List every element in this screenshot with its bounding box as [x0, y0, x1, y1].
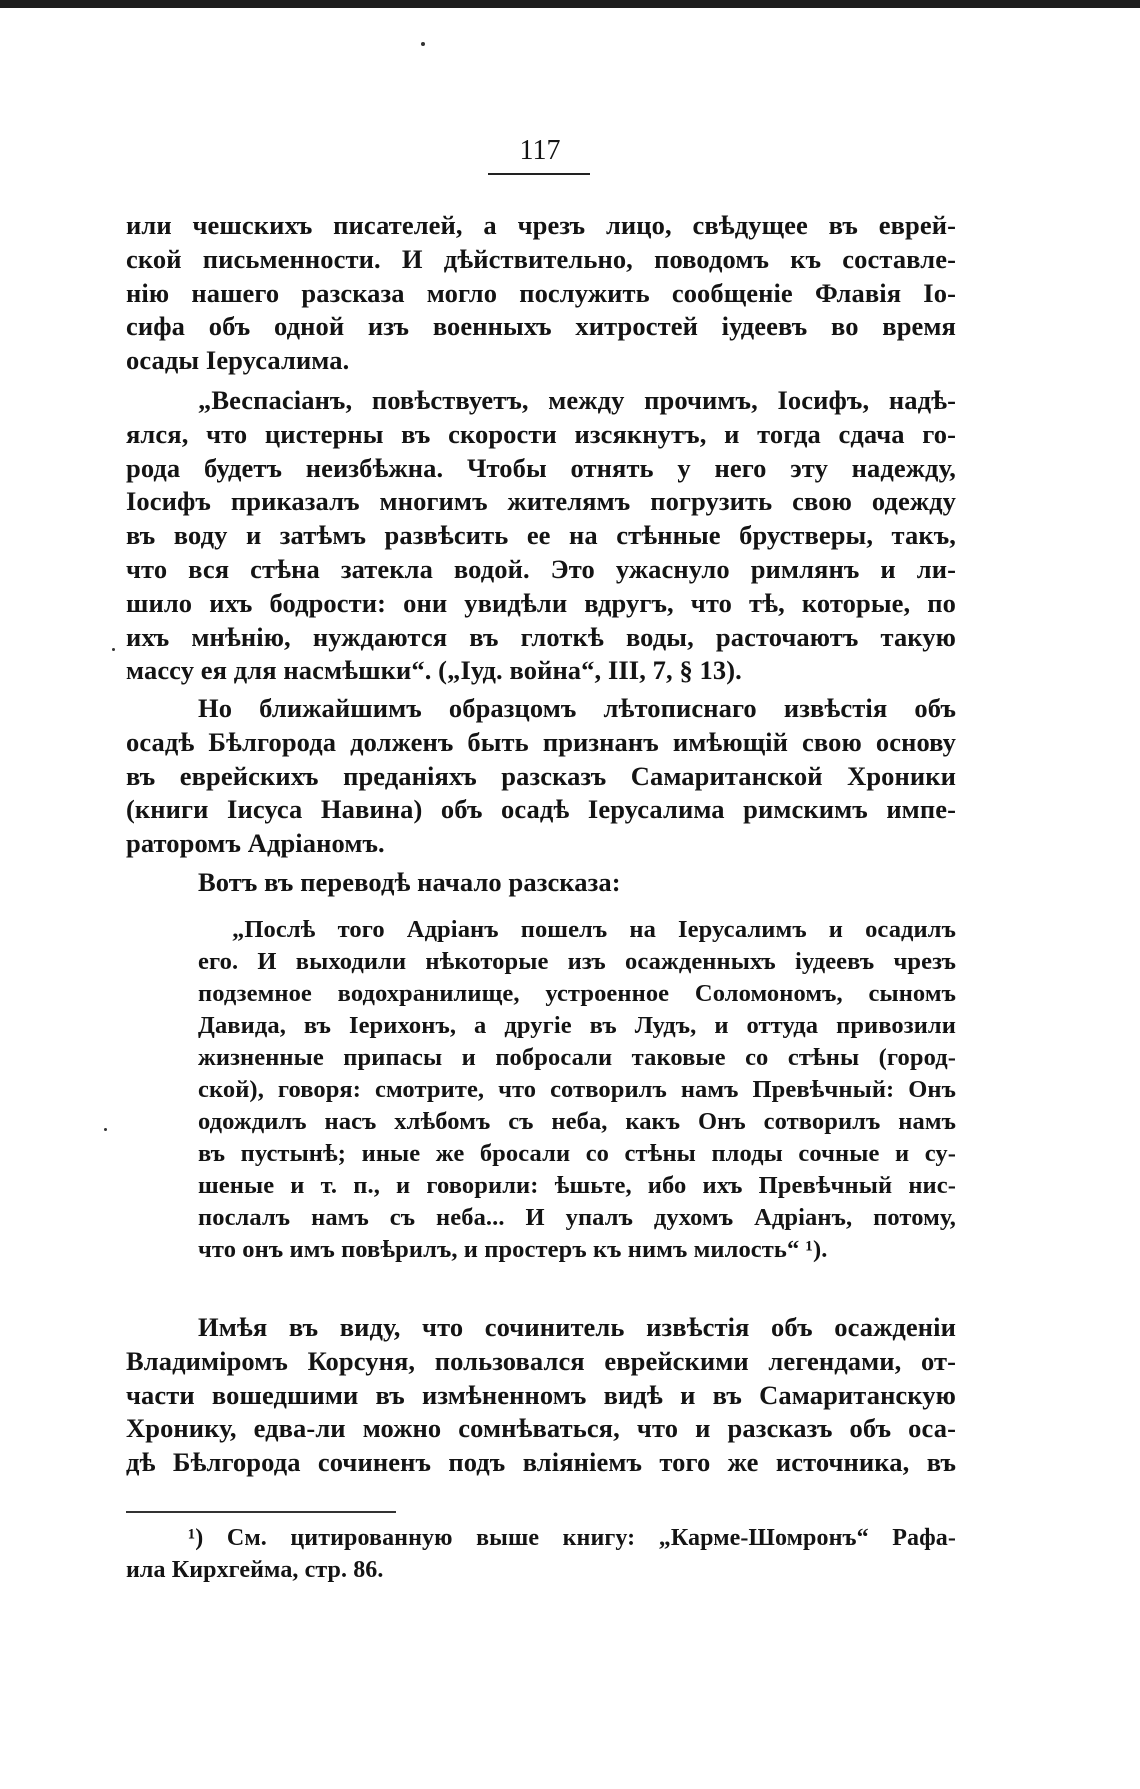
- text-line: ялся, что цистерны въ скорости изсякнутъ, и тогда сдача го-: [126, 418, 956, 449]
- quote-line: жизненные припасы и побросали таковые со стѣны (город-: [198, 1044, 956, 1071]
- text-line: рода будетъ неизбѣжна. Чтобы отнять у него эту надежду,: [126, 452, 956, 483]
- quote-line: въ пустынѣ; иные же бросали со стѣны плоды сочные и су-: [198, 1140, 956, 1167]
- quote-line: его. И выходили нѣкоторые изъ осажденныхъ іудеевъ чрезъ: [198, 948, 956, 975]
- scan-speck: [104, 1128, 107, 1131]
- paragraph-1: [126, 209, 956, 378]
- text-line: ихъ мнѣнію, нуждаются въ глоткѣ воды, расточаютъ такую: [126, 621, 956, 652]
- text-line: (книги Іисуса Навина) объ осадѣ Іерусалима римскимъ импе-: [126, 794, 956, 825]
- paragraph-2: [126, 384, 956, 688]
- quote-line: шеные и т. п., и говорили: ѣшьте, ибо ихъ Превѣчный нис-: [198, 1172, 956, 1199]
- text-line: сифа объ одной изъ военныхъ хитростей іудеевъ во время: [126, 311, 956, 342]
- text-line: Имѣя въ виду, что сочинитель извѣстія объ осажденіи: [198, 1312, 956, 1342]
- quote-line: послалъ намъ съ неба... И упалъ духомъ Адріанъ, потому,: [198, 1204, 956, 1231]
- text-line: Іосифъ приказалъ многимъ жителямъ погрузить свою одежду: [126, 486, 956, 517]
- quote-line: Давида, въ Іерихонъ, а другіе въ Лудъ, и оттуда привозили: [198, 1012, 956, 1039]
- text-line: въ воду и затѣмъ развѣсить ее на стѣнные брустверы, такъ,: [126, 520, 956, 551]
- text-line: осады Іерусалима.: [126, 345, 350, 376]
- text-line: „Веспасіанъ, повѣствуетъ, между прочимъ, Іосифъ, надѣ-: [198, 385, 956, 415]
- quote-line: одождилъ насъ хлѣбомъ съ неба, какъ Онъ сотворилъ намъ: [198, 1108, 956, 1135]
- paragraph-3: [126, 692, 956, 861]
- quote-line: подземное водохранилище, устроенное Соломономъ, сыномъ: [198, 980, 956, 1007]
- page-number-rule: [488, 173, 590, 175]
- text-line: дѣ Бѣлгорода сочиненъ подъ вліяніемъ того же источника, въ: [126, 1447, 956, 1478]
- footnote-rule: [126, 1511, 396, 1513]
- quote-line: что онъ имъ повѣрилъ, и простеръ къ нимъ милость“ ¹).: [198, 1236, 828, 1263]
- text-line: Владиміромъ Корсуня, пользовался еврейскими легендами, от-: [126, 1345, 956, 1376]
- block-quote: [198, 914, 956, 1266]
- text-line: Вотъ въ переводѣ начало разсказа:: [198, 867, 621, 897]
- quote-line: ской), говоря: смотрите, что сотворилъ намъ Превѣчный: Онъ: [198, 1076, 956, 1103]
- page-number: 117: [519, 135, 561, 166]
- text-line: массу ея для насмѣшки“. („Іуд. война“, III, 7, § 13).: [126, 655, 742, 686]
- closing-paragraph: [126, 1311, 956, 1480]
- text-line: Но ближайшимъ образцомъ лѣтописнаго извѣстія объ: [198, 693, 956, 723]
- text-line: раторомъ Адріаномъ.: [126, 828, 385, 859]
- text-line: части вошедшими въ измѣненномъ видѣ и въ Самаританскую: [126, 1379, 956, 1410]
- footnote: [126, 1522, 956, 1586]
- text-line: что вся стѣна затекла водой. Это ужаснуло римлянъ и ли-: [126, 553, 956, 584]
- scan-speck: [112, 648, 115, 651]
- text-line: въ еврейскихъ преданіяхъ разсказъ Самаританской Хроники: [126, 760, 956, 791]
- scan-speck: [421, 42, 425, 46]
- text-line: ской письменности. И дѣйствительно, поводомъ къ составле-: [126, 243, 956, 274]
- paragraph-4: [126, 866, 956, 900]
- footnote-line: ила Кирхгейма, стр. 86.: [126, 1557, 384, 1583]
- footnote-line: ¹) См. цитированную выше книгу: „Карме-Шомронъ“ Рафа-: [188, 1525, 956, 1551]
- text-line: или чешскихъ писателей, а чрезъ лицо, свѣдущее въ еврей-: [126, 210, 956, 240]
- text-line: нію нашего разсказа могло послужить сообщеніе Флавія Іо-: [126, 277, 956, 308]
- quote-line: „Послѣ того Адріанъ пошелъ на Іерусалимъ и осадилъ: [232, 916, 956, 943]
- scan-top-edge: [0, 0, 1140, 8]
- text-line: шило ихъ бодрости: они увидѣли вдругъ, что тѣ, которые, по: [126, 587, 956, 618]
- text-line: осадѣ Бѣлгорода долженъ быть признанъ имѣющій свою основу: [126, 726, 956, 757]
- text-line: Хронику, едва-ли можно сомнѣваться, что и разсказъ объ оса-: [126, 1413, 956, 1444]
